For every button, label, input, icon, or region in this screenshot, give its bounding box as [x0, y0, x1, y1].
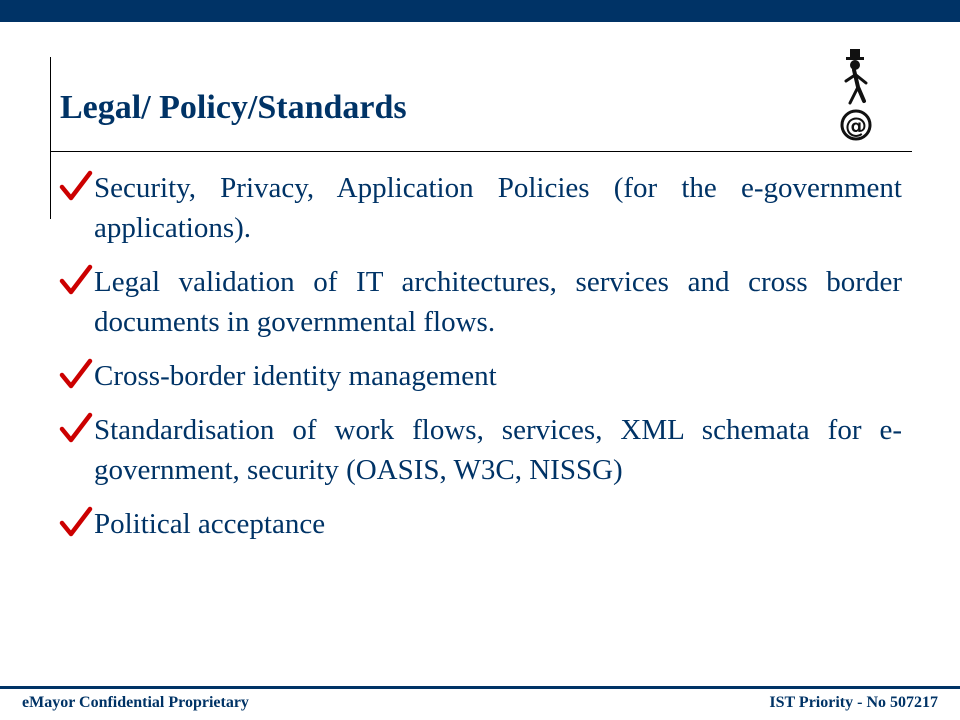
stick-figure-at-sign-logo [836, 45, 886, 145]
bullet-item [56, 504, 902, 544]
bullet-text: Cross-border identity management [94, 360, 497, 392]
bullet-item [56, 410, 902, 490]
checkmark-icon [58, 358, 94, 390]
footer-project-number: IST Priority - No 507217 [769, 694, 938, 711]
bullet-text: Standardisation of work flows, services, XML schemata for e-government, security (OASIS, W3C, NISSG) [94, 414, 902, 486]
bullet-text: Security, Privacy, Application Policies (for the e-government applications). [94, 172, 902, 244]
checkmark-icon [58, 506, 94, 538]
top-banner-bar [0, 0, 960, 22]
title-horizontal-rule [50, 151, 912, 152]
bullet-item [56, 356, 902, 396]
footer-rule [0, 686, 960, 689]
bullet-text: Legal validation of IT architectures, services and cross border documents in governmental flows. [94, 266, 902, 338]
checkmark-icon [58, 264, 94, 296]
bullet-list [56, 168, 902, 558]
checkmark-icon [58, 170, 94, 202]
slide-title: Legal/ Policy/Standards [60, 89, 407, 126]
svg-text:@: @ [845, 114, 867, 139]
title-vertical-rule [50, 57, 51, 219]
checkmark-icon [58, 412, 94, 444]
footer-confidentiality-note: eMayor Confidential Proprietary [22, 694, 249, 711]
bullet-text: Political acceptance [94, 508, 326, 540]
bullet-item [56, 262, 902, 342]
bullet-item [56, 168, 902, 248]
